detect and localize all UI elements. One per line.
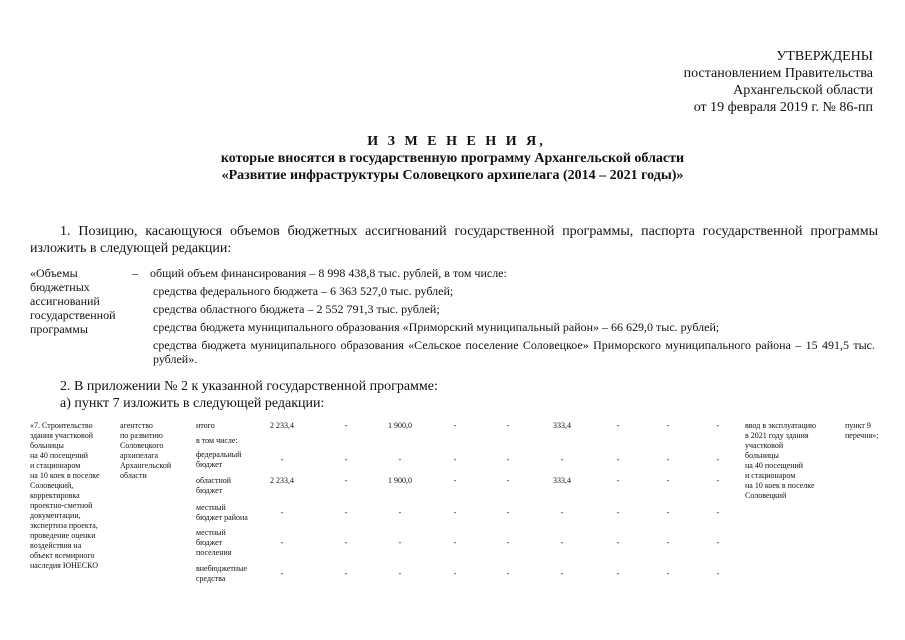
table-value: -: [616, 569, 620, 578]
position-funding: [150, 266, 875, 370]
table-value: -: [280, 508, 284, 517]
table-value: -: [344, 455, 348, 464]
table-name-line: корректировка: [30, 491, 80, 500]
table-value: -: [560, 455, 564, 464]
table-ref-line: перечня»;: [845, 431, 879, 440]
table-result-line: больницы: [745, 451, 779, 460]
table-value: 333,4: [553, 421, 571, 430]
table-name-line: объект всемирного: [30, 551, 95, 560]
position-label-line: бюджетных: [30, 280, 90, 294]
funding-line: общий объем финансирования – 8 998 438,8 тыс. рублей, в том числе:: [150, 266, 507, 280]
table-source-line: бюджет: [196, 460, 223, 469]
table-result-line: ввод в эксплуатацию: [745, 421, 816, 430]
title-heading: И З М Е Н Е Н И Я,: [367, 134, 546, 149]
document-title: [0, 133, 905, 184]
table-value: -: [280, 569, 284, 578]
table-value: -: [453, 538, 457, 547]
table-name-line: на 40 посещений: [30, 451, 89, 460]
table-value: -: [344, 508, 348, 517]
table-source-line: внебюджетные: [196, 564, 247, 573]
position-dash: –: [132, 266, 138, 280]
table-value: -: [666, 538, 670, 547]
table-name-line: Соловецкий,: [30, 481, 74, 490]
funding-line: средства федерального бюджета – 6 363 527,0 тыс. рублей;: [153, 284, 454, 298]
table-value: 1 900,0: [388, 476, 412, 485]
table-value: -: [666, 569, 670, 578]
position-label-line: «Объемы: [30, 266, 78, 280]
funding-line: средства бюджета муниципального образования «Сельское поселение Соловецкое» Приморского муниципального района – 15 491,5 тыс. рублей».: [153, 338, 875, 366]
table-name-line: воздействия на: [30, 541, 82, 550]
table-source-line: поселения: [196, 548, 232, 557]
table-result-line: в 2021 году здания: [745, 431, 809, 440]
position-label: [30, 266, 130, 336]
table-result-line: на 10 коек в поселке: [745, 481, 815, 490]
table-value: 2 233,4: [270, 421, 294, 430]
paragraph-1: 1. Позицию, касающуюся объемов бюджетных ассигнований государственной программы, паспорта государственной программы изложить в следующей редакции:: [30, 224, 878, 256]
table-value: -: [616, 538, 620, 547]
table-agency-line: области: [120, 471, 147, 480]
table-source-line: местный: [196, 528, 226, 537]
table-value: -: [560, 569, 564, 578]
table-value: -: [616, 508, 620, 517]
table-value: -: [344, 421, 348, 430]
position-label-line: программы: [30, 322, 88, 336]
table-value: -: [398, 538, 402, 547]
table-value: -: [716, 421, 720, 430]
table-value: -: [344, 476, 348, 485]
table-value: 2 233,4: [270, 476, 294, 485]
table-agency-line: Архангельской: [120, 461, 172, 470]
paragraph-3: а) пункт 7 изложить в следующей редакции:: [60, 396, 325, 411]
table-value: -: [616, 476, 620, 485]
paragraph-2: 2. В приложении № 2 к указанной государственной программе:: [60, 379, 438, 394]
table-source-line: бюджет: [196, 486, 223, 495]
approval-line: от 19 февраля 2019 г. № 86-пп: [693, 100, 873, 115]
table-value: -: [506, 569, 510, 578]
table-agency-line: по развитию: [120, 431, 163, 440]
table-source-line: областной: [196, 476, 232, 485]
table-value: -: [453, 476, 457, 485]
table-value: -: [716, 508, 720, 517]
table-name-line: проведение оценки: [30, 531, 96, 540]
table-value: -: [666, 508, 670, 517]
table-value: -: [280, 538, 284, 547]
table-name-line: «7. Строительство: [30, 421, 93, 430]
table-value: -: [716, 455, 720, 464]
table-value: -: [398, 508, 402, 517]
table-value: -: [560, 538, 564, 547]
table-result-line: Соловецкий: [745, 491, 787, 500]
table-value: -: [716, 476, 720, 485]
table-value: -: [716, 538, 720, 547]
table-value: -: [280, 455, 284, 464]
table-value: -: [398, 569, 402, 578]
table-value: -: [616, 455, 620, 464]
approval-line: Архангельской области: [733, 83, 873, 98]
table-agency-line: архипелага: [120, 451, 159, 460]
table-value: -: [506, 508, 510, 517]
position-label-line: ассигнований: [30, 294, 100, 308]
table-value: -: [560, 508, 564, 517]
table-result-line: участковой: [745, 441, 784, 450]
table-value: -: [666, 476, 670, 485]
table-source-line: в том числе:: [196, 436, 238, 445]
table-value: -: [506, 476, 510, 485]
approval-line: постановлением Правительства: [683, 66, 873, 81]
position-label-line: государственной: [30, 308, 116, 322]
table-name-line: на 10 коек в поселке: [30, 471, 100, 480]
table-name-line: проектно-сметной: [30, 501, 93, 510]
table-source-line: средства: [196, 574, 226, 583]
table-ref-line: пункт 9: [845, 421, 871, 430]
table-value: -: [666, 455, 670, 464]
table-result-line: на 40 посещений: [745, 461, 804, 470]
table-name-line: наследия ЮНЕСКО: [30, 561, 98, 570]
table-result-line: и стационаром: [745, 471, 796, 480]
table-name-line: экспертиза проекта,: [30, 521, 98, 530]
table-value: -: [506, 421, 510, 430]
title-subline: «Развитие инфраструктуры Соловецкого архипелага (2014 – 2021 годы)»: [221, 168, 684, 183]
table-name-line: и стационаром: [30, 461, 81, 470]
table-source-line: бюджет: [196, 538, 223, 547]
table-value: -: [453, 508, 457, 517]
table-value: 1 900,0: [388, 421, 412, 430]
table-value: -: [716, 569, 720, 578]
table-agency-line: Соловецкого: [120, 441, 164, 450]
table-value: -: [344, 569, 348, 578]
table-value: 333,4: [553, 476, 571, 485]
table-source-line: итого: [196, 421, 215, 430]
funding-line: средства бюджета муниципального образования «Приморский муниципальный район» – 66 629,0 тыс. рублей;: [153, 320, 720, 334]
table-value: -: [506, 455, 510, 464]
table-value: -: [453, 569, 457, 578]
title-subline: которые вносятся в государственную программу Архангельской области: [220, 151, 685, 166]
table-value: -: [453, 421, 457, 430]
approval-line: УТВЕРЖДЕНЫ: [776, 49, 873, 64]
table-value: -: [666, 421, 670, 430]
table-source-line: местный: [196, 503, 226, 512]
table-value: -: [398, 455, 402, 464]
table-name-line: здания участковой: [30, 431, 93, 440]
approval-stamp: [684, 48, 873, 116]
table-name-line: больницы: [30, 441, 64, 450]
table-value: -: [506, 538, 510, 547]
table-source-line: бюджет района: [196, 513, 248, 522]
table-agency-line: агентство: [120, 421, 153, 430]
table-value: -: [453, 455, 457, 464]
funding-line: средства областного бюджета – 2 552 791,3 тыс. рублей;: [153, 302, 440, 316]
table-name-line: документации,: [30, 511, 81, 520]
table-value: -: [616, 421, 620, 430]
table-value: -: [344, 538, 348, 547]
table-source-line: федеральный: [196, 450, 242, 459]
